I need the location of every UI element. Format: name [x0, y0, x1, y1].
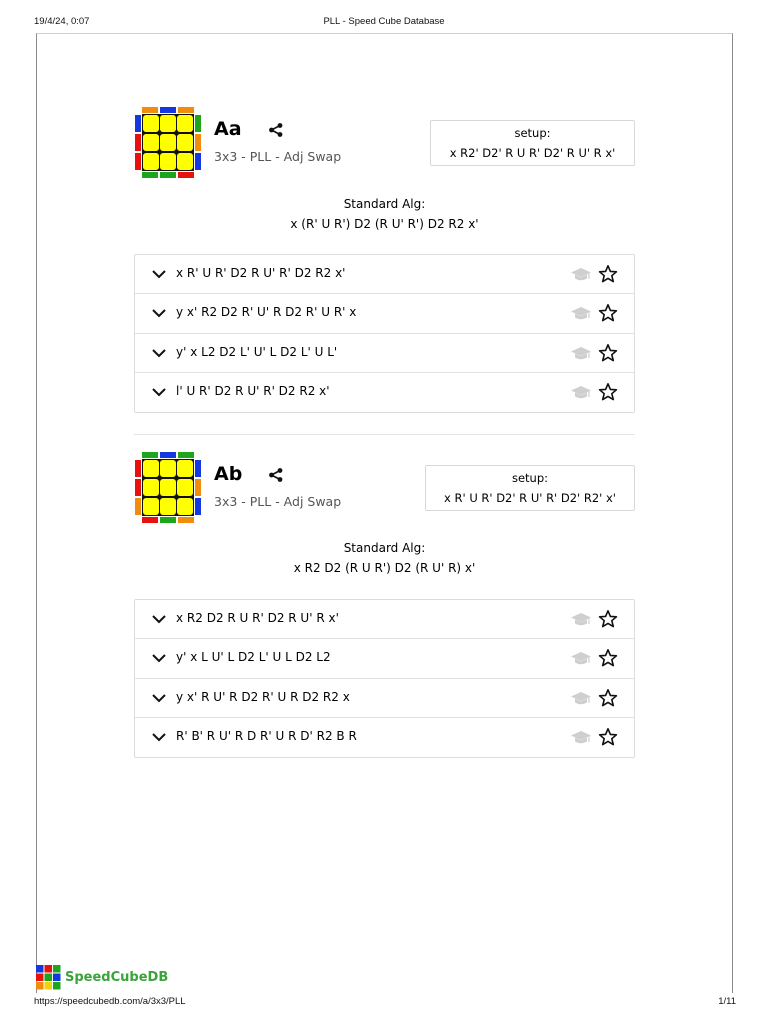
standard-alg-block: [134, 197, 635, 231]
sticker: [160, 107, 176, 113]
setup-box: [425, 465, 635, 511]
case-name: Ab: [214, 463, 243, 485]
graduation-cap-icon[interactable]: [570, 728, 592, 746]
logo-text: SpeedCubeDB: [65, 970, 169, 985]
alg-row[interactable]: [135, 373, 634, 412]
standard-alg-label: Standard Alg:: [343, 197, 426, 211]
alg-row[interactable]: [135, 679, 634, 718]
graduation-cap-icon[interactable]: [570, 610, 592, 628]
cube-diagram-ab: [134, 449, 201, 525]
star-icon[interactable]: [598, 303, 618, 323]
alg-text: y' x L2 D2 L' U' L D2 L' U L': [176, 344, 338, 359]
chevron-down-icon[interactable]: [151, 730, 167, 744]
standard-alg-block: [134, 541, 635, 575]
sticker: [142, 517, 158, 523]
alg-row[interactable]: [135, 718, 634, 757]
sticker: [135, 460, 141, 477]
sticker: [195, 479, 201, 496]
chevron-down-icon[interactable]: [151, 691, 167, 705]
sticker: [160, 452, 176, 458]
share-icon[interactable]: [268, 122, 284, 138]
graduation-cap-icon[interactable]: [570, 344, 592, 362]
graduation-cap-icon[interactable]: [570, 304, 592, 322]
star-icon[interactable]: [598, 343, 618, 363]
chevron-down-icon[interactable]: [151, 267, 167, 281]
print-title: PLL - Speed Cube Database: [323, 16, 445, 27]
sticker: [195, 460, 201, 477]
sticker: [160, 517, 176, 523]
alg-text: x R' U R' D2 R U' R' D2 R2 x': [176, 266, 346, 280]
chevron-down-icon[interactable]: [151, 346, 167, 360]
alg-row[interactable]: [135, 334, 634, 373]
setup-alg: x R2' D2' R U R' D2' R U' R x': [449, 146, 616, 160]
alg-text: l' U R' D2 R U' R' D2 R2 x': [176, 383, 330, 398]
standard-alg: x R2 D2 (R U R') D2 (R U' R) x': [293, 561, 476, 575]
alg-text: x R2 D2 R U R' D2 R U' R x': [176, 611, 339, 625]
sticker: [135, 153, 141, 170]
alg-row[interactable]: [135, 255, 634, 294]
setup-box: [430, 120, 635, 166]
graduation-cap-icon[interactable]: [570, 383, 592, 401]
graduation-cap-icon[interactable]: [570, 265, 592, 283]
setup-label: setup:: [514, 126, 551, 140]
sticker: [142, 172, 158, 178]
setup-label: setup:: [511, 471, 549, 485]
print-datetime: 19/4/24, 0:07: [34, 16, 90, 27]
sticker: [178, 107, 194, 113]
sticker: [160, 172, 176, 178]
graduation-cap-icon[interactable]: [570, 649, 592, 667]
graduation-cap-icon[interactable]: [570, 689, 592, 707]
alg-list: [134, 254, 635, 413]
cube-diagram-aa: [134, 104, 201, 180]
print-header: [0, 16, 768, 30]
standard-alg-label: Standard Alg:: [343, 541, 426, 555]
print-url: https://speedcubedb.com/a/3x3/PLL: [34, 996, 186, 1007]
sticker: [178, 452, 194, 458]
chevron-down-icon[interactable]: [151, 306, 167, 320]
sticker: [195, 134, 201, 151]
print-page-number: 1/11: [718, 996, 736, 1007]
alg-text: y' x L U' L D2 L' U L D2 L2: [176, 650, 331, 665]
star-icon[interactable]: [598, 264, 618, 284]
setup-alg: x R' U R' D2' R U' R' D2' R2' x': [444, 491, 616, 505]
chevron-down-icon[interactable]: [151, 651, 167, 665]
logo-cube-icon: [36, 965, 61, 990]
sticker: [135, 134, 141, 151]
sticker: [142, 107, 158, 113]
sticker: [195, 115, 201, 132]
sticker: [135, 498, 141, 515]
alg-list: [134, 599, 635, 758]
alg-text: R' B' R U' R D R' U R D' R2 B R: [176, 728, 357, 743]
star-icon[interactable]: [598, 648, 618, 668]
alg-row[interactable]: [135, 294, 634, 333]
star-icon[interactable]: [598, 382, 618, 402]
sticker: [142, 452, 158, 458]
sticker: [178, 517, 194, 523]
chevron-down-icon[interactable]: [151, 385, 167, 399]
sticker: [135, 115, 141, 132]
sticker: [135, 479, 141, 496]
sticker: [195, 498, 201, 515]
star-icon[interactable]: [598, 609, 618, 629]
alg-row[interactable]: [135, 639, 634, 678]
share-icon[interactable]: [268, 467, 284, 483]
chevron-down-icon[interactable]: [151, 612, 167, 626]
sticker: [178, 172, 194, 178]
case-subtitle: 3x3 - PLL - Adj Swap: [214, 149, 342, 164]
alg-row[interactable]: [135, 600, 634, 639]
case-subtitle: 3x3 - PLL - Adj Swap: [214, 494, 342, 509]
star-icon[interactable]: [598, 688, 618, 708]
standard-alg: x (R' U R') D2 (R U' R') D2 R2 x': [290, 217, 479, 231]
alg-text: y x' R2 D2 R' U' R D2 R' U R' x: [176, 305, 357, 320]
case-name: Aa: [214, 118, 242, 140]
section-divider: [134, 434, 635, 435]
alg-text: y x' R U' R D2 R' U R D2 R2 x: [176, 689, 350, 704]
sticker: [195, 153, 201, 170]
star-icon[interactable]: [598, 727, 618, 747]
